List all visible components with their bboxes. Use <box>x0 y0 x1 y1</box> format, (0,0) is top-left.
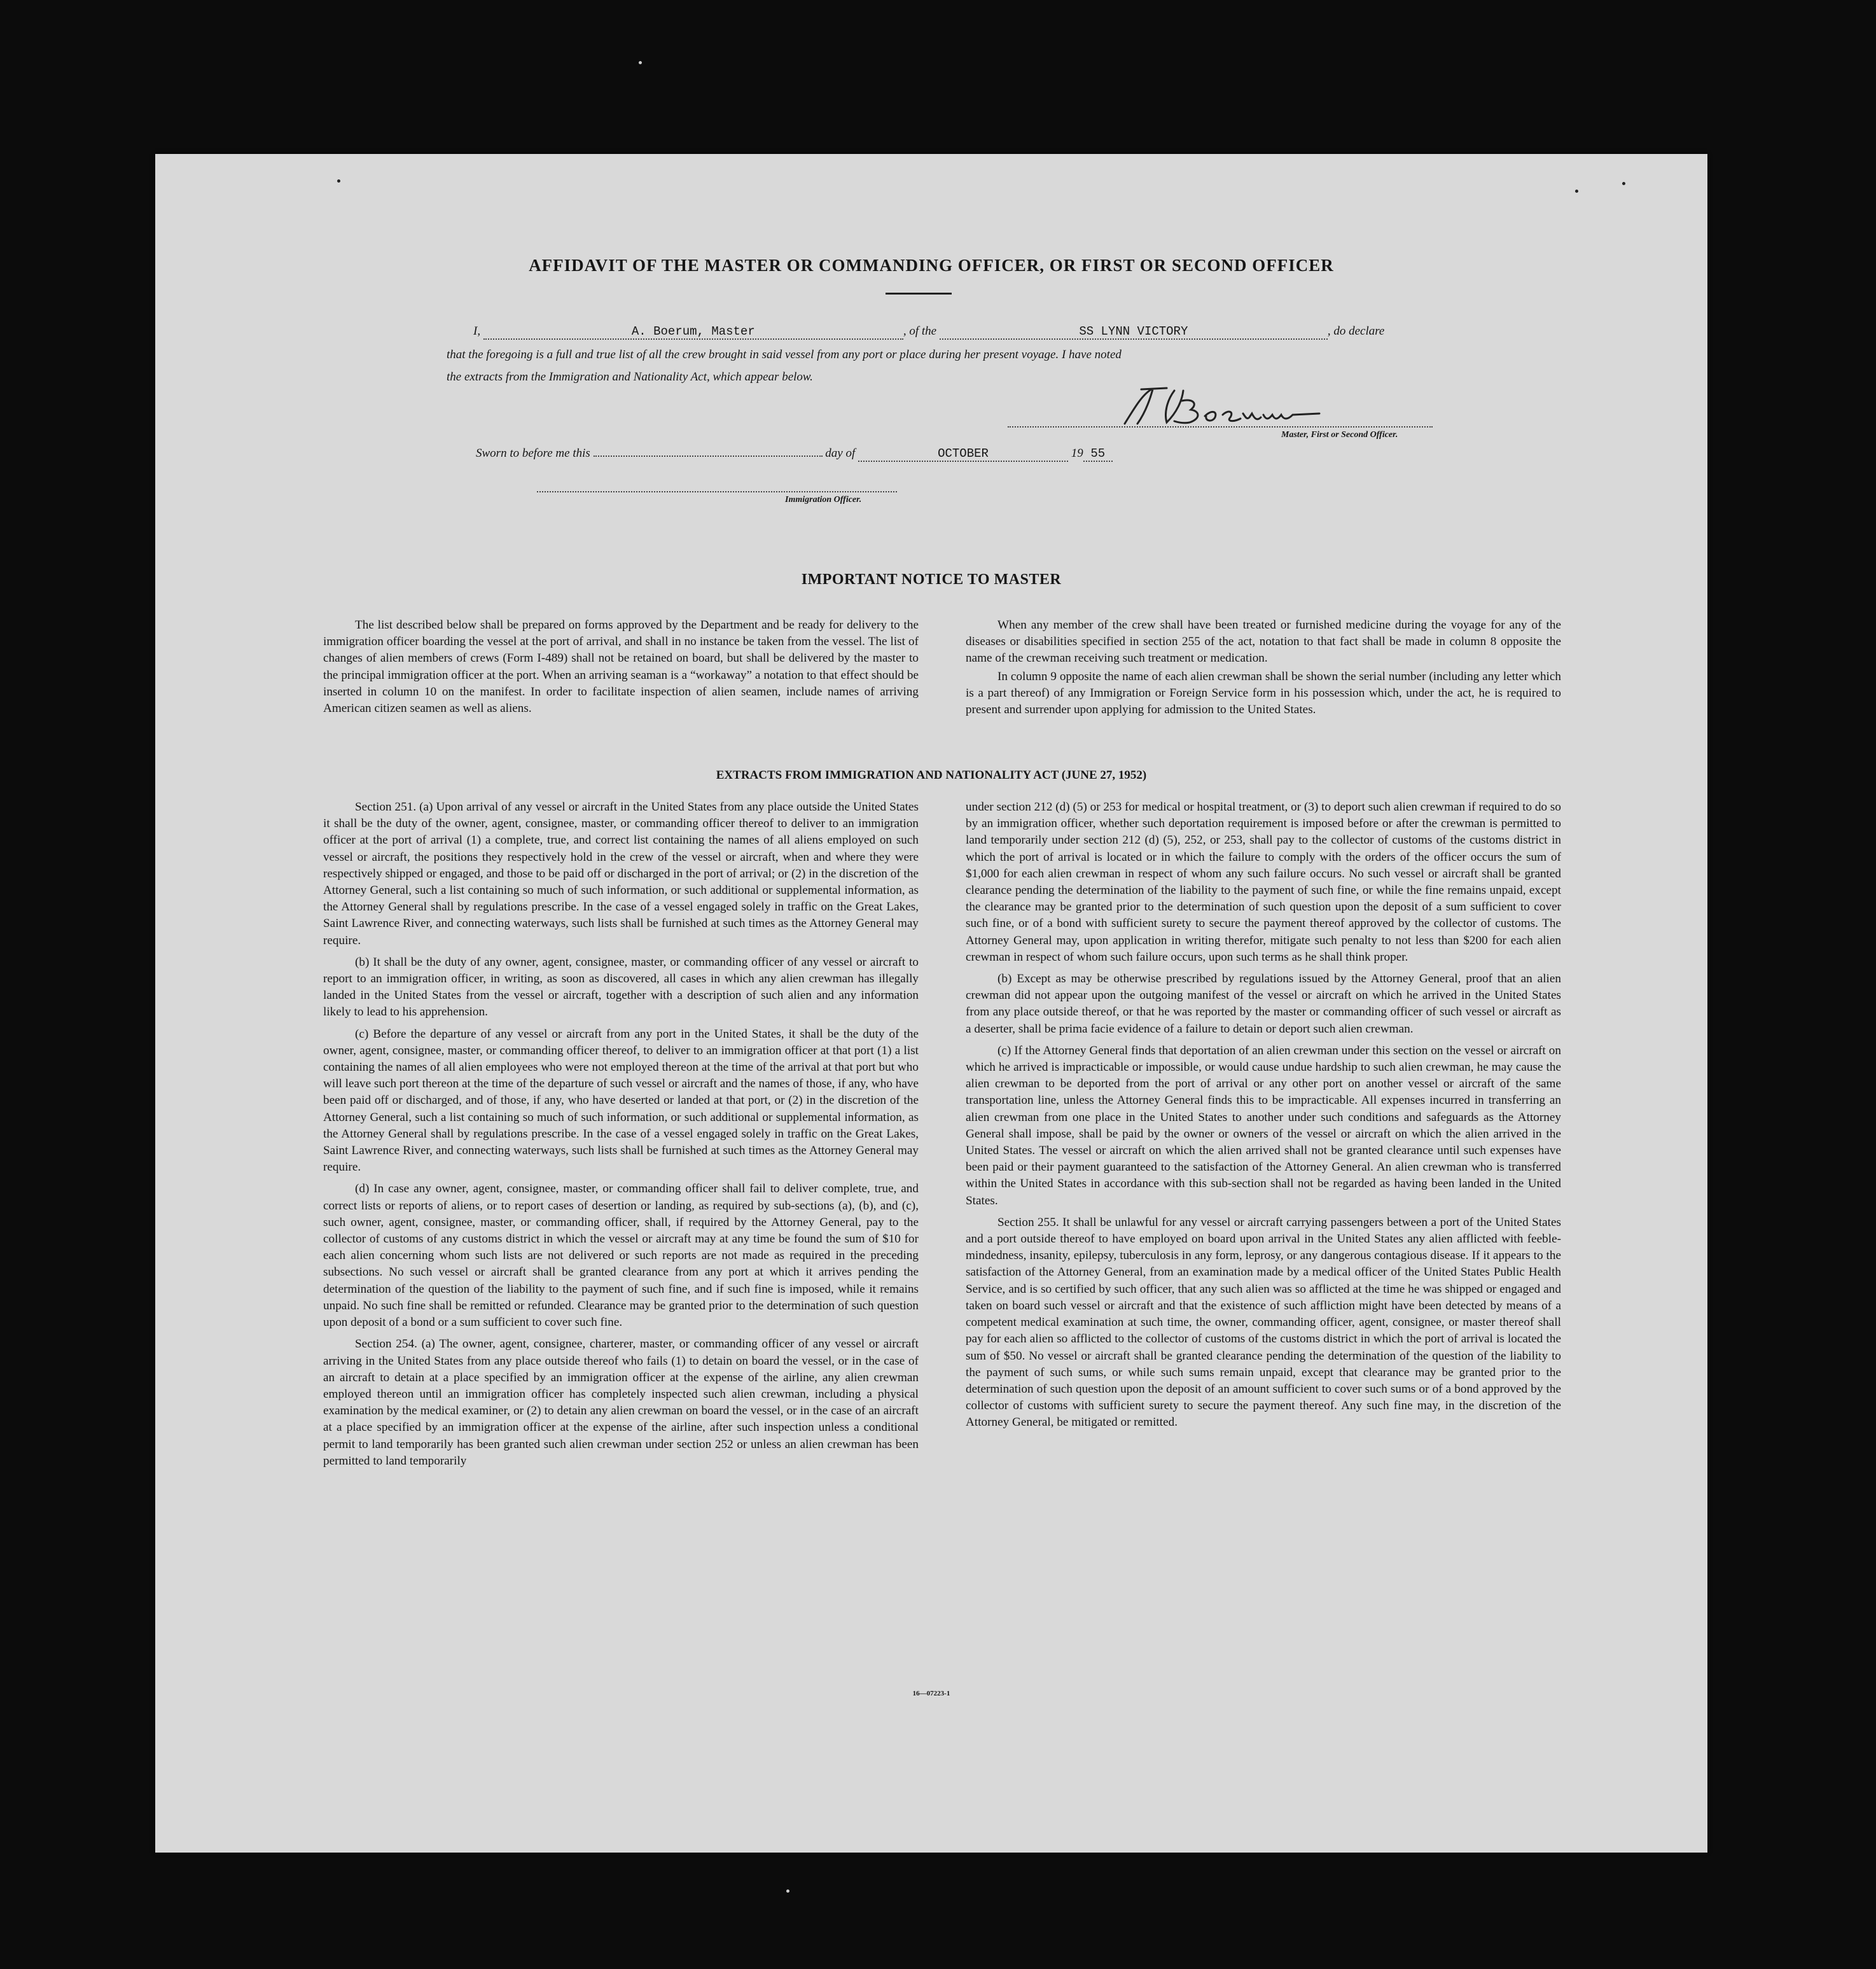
notice-paragraph: In column 9 opposite the name of each alien crewman shall be shown the serial number (including any letter which is a part thereof) of any Immigration or Foreign Service form in his possession which, under the act, he is required to present and surrender upon applying for admission to the United States. <box>966 669 1561 717</box>
scan-speck <box>786 1889 789 1893</box>
notice-title: IMPORTANT NOTICE TO MASTER <box>801 571 1062 588</box>
act-section-paragraph: (d) In case any owner, agent, consignee, master, or commanding officer shall fail to deliver complete, true, and correct lists or reports of aliens, or to report cases of desertion or landing, as required by sub-sections (a), (b), and (c), such owner, agent, consignee, master, or commanding officer, shall, if required by the Attorney General, pay to the collector of customs of any customs district in which the vessel or aircraft may at any time be found the sum of $10 for each alien concerning whom such lists are not delivered or such reports are not made as required in the preceding subsections. No such vessel or aircraft shall be granted clearance from any port at which it arrives pending the determination of the question of the liability to the payment of such fine, and if such fine is imposed, while it remains unpaid. No such fine shall be remitted or refunded. Clearance may be granted prior to the determination of such question upon deposit of a bond or a sum sufficient to cover such fine. <box>323 1182 919 1330</box>
declaration-line-3: the extracts from the Immigration and Nationality Act, which appear below. <box>447 370 813 384</box>
act-section-paragraph: Section 254. (a) The owner, agent, consignee, charterer, master, or commanding officer of any vessel or aircraft arriving in the United States from any place outside thereof who fails (1) to detain on board the vessel, or in the case of an aircraft to detain at a place specified by an immigration officer at the expense of the airline, any alien crewman employed thereon until an immigration officer has completely inspected such alien crewman, including a physical examination by the medical examiner, or (2) to detain any alien crewman on board the vessel, or in the case of an aircraft at a place specified by an immigration officer at the expense of the airline, after such inspection unless a conditional permit to land temporarily has been granted such alien crewman under section 252 or unless an alien crewman has been permitted to land temporarily <box>323 1337 919 1468</box>
title-rule <box>886 293 952 295</box>
act-section-paragraph: (b) It shall be the duty of any owner, agent, consignee, master, or commanding officer of any vessel or aircraft to report to an immigration officer, in writing, as soon as discovered, all cases in which any alien crewman has illegally landed in the United States from the vessel or aircraft, together with a description of such alien and any information likely to lead to his apprehension. <box>323 955 919 1019</box>
sworn-line <box>476 447 1113 462</box>
form-code: 16—07223-1 <box>912 1690 950 1697</box>
notice-paragraph: When any member of the crew shall have been treated or furnished medicine during the voyage for any of the diseases or disabilities specified in section 255 of the act, notation to that fact shall be made in column 8 opposite the name of the crewman receiving such treatment or medication. <box>966 618 1561 665</box>
act-section-paragraph: (b) Except as may be otherwise prescribed by regulations issued by the Attorney General, proof that an alien crewman did not appear upon the outgoing manifest of the vessel or aircraft on which he arrived in the United States from any place outside thereof, or that he was reported by the master or commanding officer of such vessel or aircraft as a deserter, shall be prima facie evidence of a failure to detain or deport such alien crewman. <box>966 972 1561 1036</box>
do-declare-label: , do declare <box>1327 324 1385 338</box>
officer-signature-line <box>537 491 897 492</box>
sworn-label: Sworn to before me this <box>476 447 590 460</box>
page-speck <box>337 179 340 183</box>
scan-speck <box>639 61 642 64</box>
sworn-day-field <box>594 456 823 457</box>
year-prefix: 19 <box>1071 447 1083 460</box>
notice-paragraph: The list described below shall be prepared on forms approved by the Department and be ready for delivery to the immigration officer boarding the vessel at the port of arrival, and shall in no instance be taken from the vessel. The list of changes of alien members of crews (Form I-489) shall not be retained on board, but shall be delivered by the master to the principal immigration officer at the port. When an arriving seaman is a “workaway” a notation to that effect should be inserted in column 10 on the manifest. In order to facilitate inspection of alien seamen, include names of arriving American citizen seamen as well as aliens. <box>323 618 919 716</box>
affidavit-page <box>155 154 1707 1853</box>
act-section-paragraph: Section 255. It shall be unlawful for any vessel or aircraft carrying passengers between a port of the United States and a port outside thereof to have employed on board upon arrival in the United States any alien afflicted with feeble-mindedness, insanity, epilepsy, tuberculosis in any form, leprosy, or any dangerous contagious disease. If it appears to the satisfaction of the Attorney General, from an examination made by a medical officer of the United States Public Health Service, and is so certified by such officer, that any such alien was so afflicted at the time he was shipped or engaged and taken on board such vessel or aircraft and that the existence of such affliction might have been detected by means of a competent medical examination at such time, the owner, commanding officer, agent, consignee, or master thereof shall pay for each alien so afflicted to the collector of customs of the customs district in which the port of arrival is located the sum of $50. No vessel or aircraft shall be granted clearance pending the determination of the question of the liability to the payment of such sums, or while such sums remain unpaid, except that clearance may be granted prior to the determination of such question upon the deposit of an amount sufficient to cover such sums or of a bond approved by the collector of customs with sufficient surety to secure the payment thereof. Any such fine may, in the discretion of the Attorney General, be mitigated or remitted. <box>966 1215 1561 1430</box>
page-speck <box>1622 182 1625 185</box>
year-field: 55 <box>1083 447 1113 462</box>
extracts-right-column <box>966 799 1561 1437</box>
signature-caption: Master, First or Second Officer. <box>1281 430 1398 440</box>
master-name-field: A. Boerum, Master <box>483 324 903 340</box>
act-section-paragraph: (c) Before the departure of any vessel or aircraft from any port in the United States, it shall be the duty of the owner, agent, consignee, master, or commanding officer thereof, to deliver to an immigration officer at that port (1) a list containing the names of all alien employees who were not employed thereon at the time of the arrival at that port but who will leave such port thereon at the time of the departure of such vessel or aircraft and the names of those, if any, who have been paid off or discharged, and of those, if any, who have deserted or landed at that port, or (2) in the discretion of the Attorney General, such a list containing so much of such information, or such additional or supplemental information, as the Attorney General shall by regulations prescribe. In the case of a vessel engaged solely in traffic on the Great Lakes, Saint Lawrence River, and connecting waterways, such lists shall be furnished at such times as the Attorney General may require. <box>323 1027 919 1174</box>
declaration-line-2: that the foregoing is a full and true list of all the crew brought in said vessel from any port or place during her present voyage. I have noted <box>447 348 1122 361</box>
act-section-paragraph: (c) If the Attorney General finds that deportation of an alien crewman under this section on the vessel or aircraft on which he arrived is impracticable or impossible, or would cause undue hardship to such alien crewman, he may cause the alien crewman to be deported from the port of arrival or any other port on another vessel or aircraft of the same transportation line, unless the Attorney General finds this to be impracticable. All expenses incurred in transferring an alien crewman from one place in the United States to another under such conditions and safeguards as the Attorney General shall impose, shall be paid by the owner or owners of the vessel or aircraft on which the alien arrived in the United States. The vessel or aircraft on which the alien arrived shall not be granted clearance until such expenses have been paid or their payment guaranteed to the satisfaction of the Attorney General. An alien crewman who is transferred within the United States in accordance with this sub-section shall not be regarded as having been landed in the United States. <box>966 1043 1561 1207</box>
of-the-label: , of the <box>903 324 937 338</box>
page-speck <box>1575 190 1578 193</box>
officer-caption: Immigration Officer. <box>785 495 862 504</box>
master-signature <box>1116 382 1326 433</box>
declaration-line-1 <box>473 324 1384 340</box>
vessel-name-field: SS LYNN VICTORY <box>940 324 1328 340</box>
extracts-left-column <box>323 799 919 1475</box>
i-label: I, <box>473 324 481 338</box>
month-field: OCTOBER <box>858 447 1068 462</box>
day-of-label: day of <box>825 447 856 460</box>
notice-left-column <box>323 617 919 722</box>
act-section-paragraph: Section 251. (a) Upon arrival of any vessel or aircraft in the United States from any place outside the United States it shall be the duty of the owner, agent, consignee, master, or commanding officer thereof to deliver to an immigration officer at the port of arrival (1) a complete, true, and correct list containing the names of all aliens employed on such vessel or aircraft, the positions they respectively hold in the crew of the vessel or aircraft, when and where they were respectively shipped or engaged, and those to be paid off or discharged in the port of arrival; or (2) in the discretion of the Attorney General, such a list containing so much of such information, or such additional or supplemental information, as the Attorney General shall by regulations prescribe. In the case of a vessel engaged solely in traffic on the Great Lakes, Saint Lawrence River, and connecting waterways, such lists shall be furnished at such times as the Attorney General may require. <box>323 800 919 947</box>
act-section-paragraph: under section 212 (d) (5) or 253 for medical or hospital treatment, or (3) to deport such alien crewman if required to do so by an immigration officer, whether such deportation requirement is imposed before or after the crewman is permitted to land temporarily under section 212 (d) (5), 252, or 253, shall pay to the collector of customs of the customs district in which the port of arrival is located or in which the failure to comply with the orders of the officer occurs the sum of $1,000 for each alien crewman in respect of whom any such failure occurs. No such vessel or aircraft shall be granted clearance pending the determination of the liability to the payment of such fine, or while the fine remains unpaid, except the clearance may be granted prior to the determination of such question upon the deposit of a sum sufficient to cover such fine, or of a bond with sufficient surety to secure the payment thereof approved by the collector of customs. The Attorney General may, upon application in writing therefor, mitigate such penalty to not less than $200 for each alien crewman in respect of whom such failure occurs, upon such terms as he shall think proper. <box>966 800 1561 964</box>
affidavit-title: AFFIDAVIT OF THE MASTER OR COMMANDING OFFICER, OR FIRST OR SECOND OFFICER <box>529 256 1334 275</box>
extracts-title: EXTRACTS FROM IMMIGRATION AND NATIONALITY ACT (JUNE 27, 1952) <box>716 769 1147 782</box>
notice-right-column <box>966 617 1561 723</box>
